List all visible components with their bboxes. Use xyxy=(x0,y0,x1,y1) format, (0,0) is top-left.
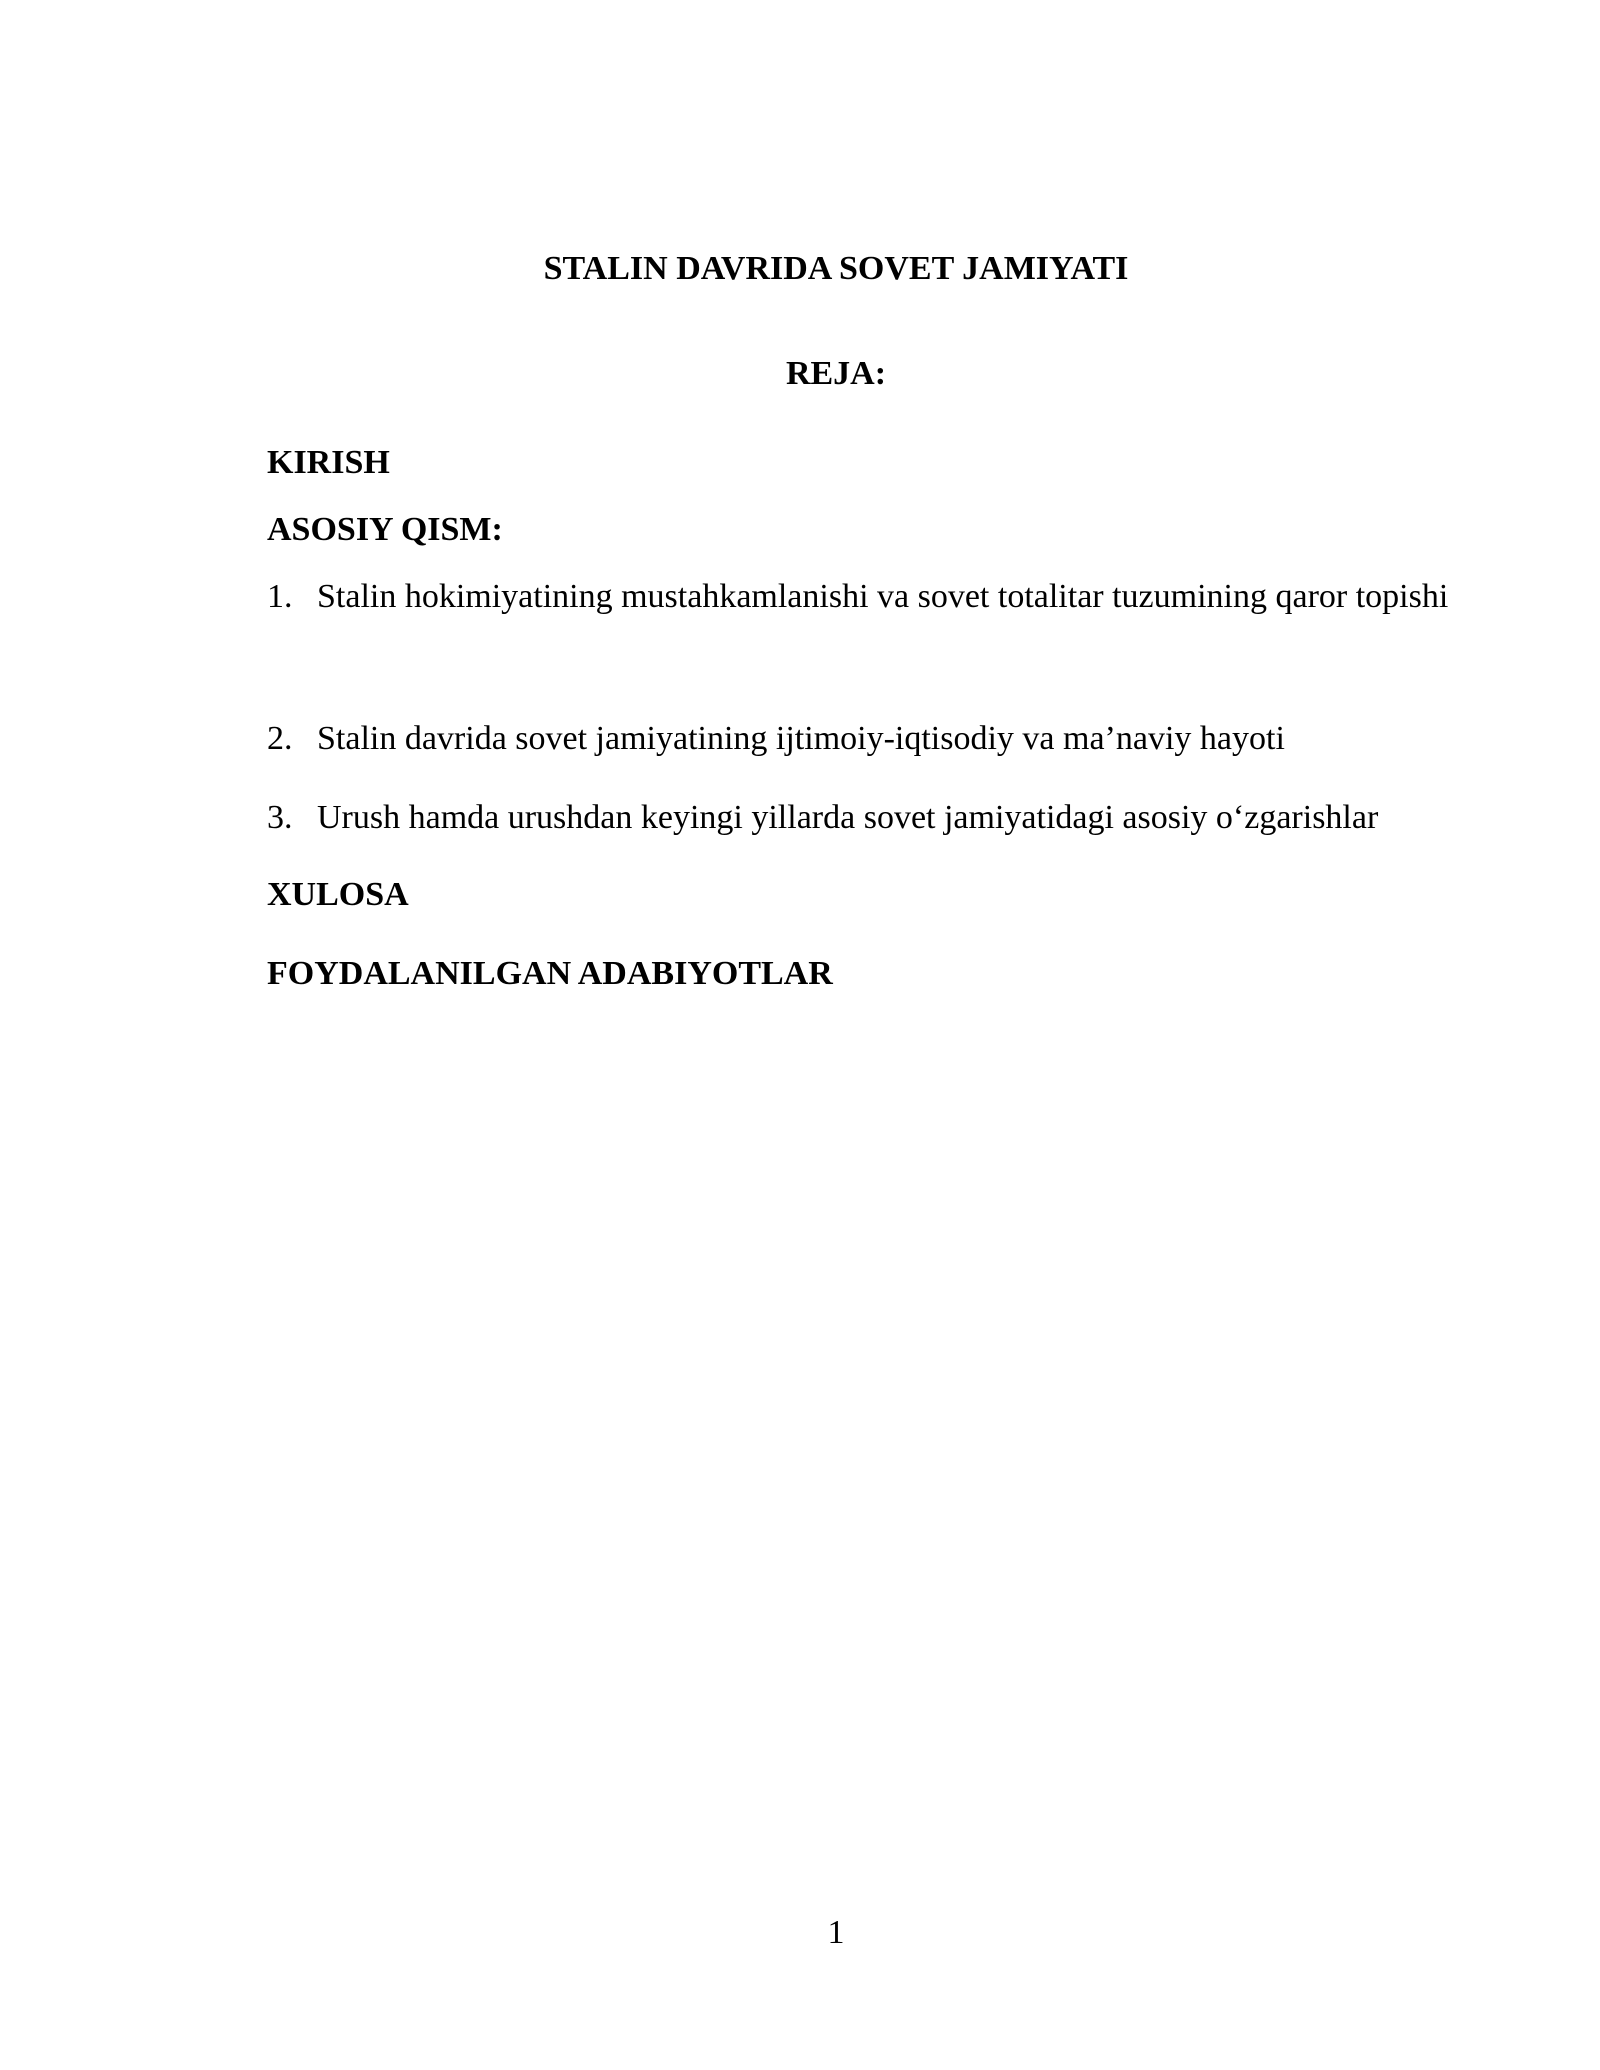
main-part-heading: ASOSIY QISM: xyxy=(267,511,503,548)
plan-item-1 xyxy=(267,566,1453,628)
plan-item-text: Urush hamda urushdan keyingi yillarda sovet jamiyatidagi asosiy o‘zgarishlar xyxy=(317,799,1379,836)
conclusion-heading: XULOSA xyxy=(267,876,409,913)
plan-item-number: 3. xyxy=(267,799,293,836)
plan-item-text: Stalin davrida sovet jamiyatining ijtimoiy-iqtisodiy va ma’naviy hayoti xyxy=(317,720,1285,757)
plan-item-number: 2. xyxy=(267,720,293,757)
document-title: STALIN DAVRIDA SOVET JAMIYATI xyxy=(543,250,1129,287)
plan-item-text: Stalin hokimiyatining mustahkamlanishi va sovet totalitar tuzumining qaror topishi xyxy=(317,578,1449,615)
plan-heading: REJA: xyxy=(785,355,887,392)
literature-heading: FOYDALANILGAN ADABIYOTLAR xyxy=(267,955,833,992)
intro-heading: KIRISH xyxy=(267,444,390,481)
plan-item-number: 1. xyxy=(267,578,293,615)
plan-item-2 xyxy=(267,708,1453,770)
plan-item-3 xyxy=(267,787,1453,849)
page-number: 1 xyxy=(827,1914,845,1951)
